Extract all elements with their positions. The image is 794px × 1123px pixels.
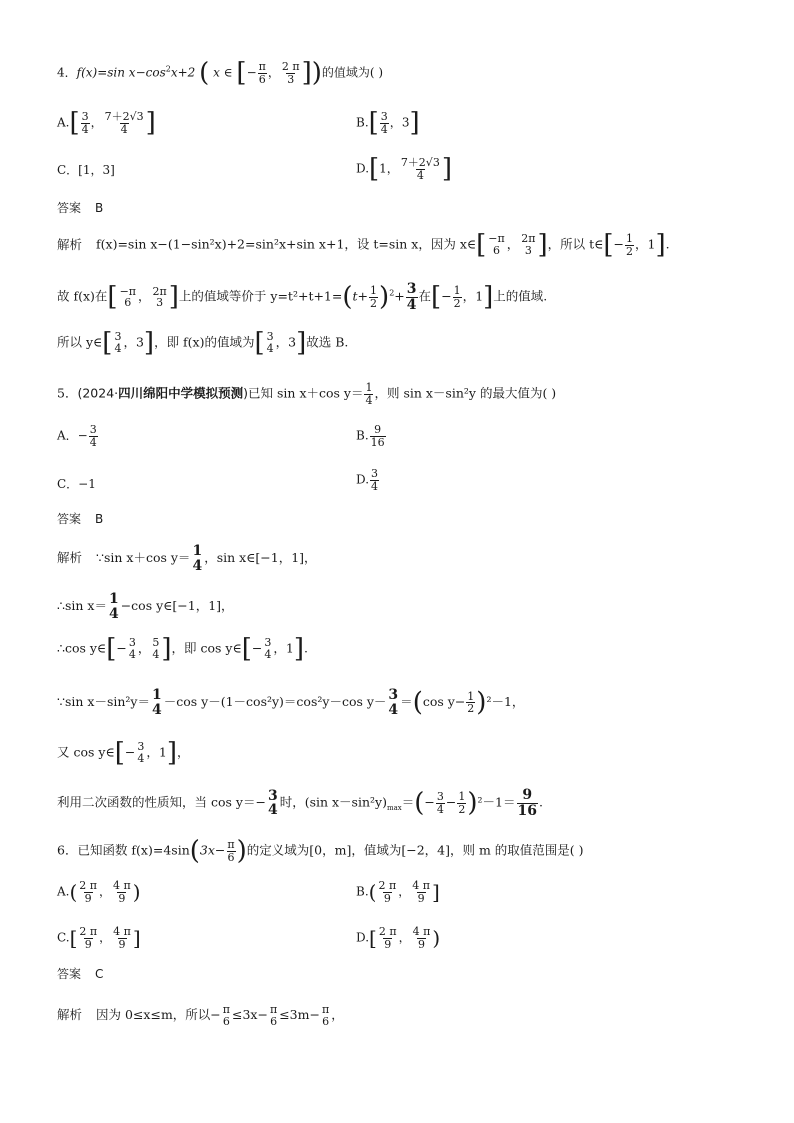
q5-option-a: A．− $\frac{3}{4}$ xyxy=(57,423,97,449)
q4-solution-line-3: 所以 y∈[ 3 4 ，3]，即 f(x)的值域为[ 3 4 ，3]故选 B. xyxy=(57,328,349,358)
q4-stem: 4．f(x)=sin $x-\cos^2x+2$ ( x ∈ [− $\frac{\pi}{6}$ ， $\frac{2 \pi}{3}$ ])的值域为( ) xyxy=(57,58,384,88)
q6-stem: 6．已知函数 f(x)=4sin(3x− $\frac{\pi}{6}$ )的定义域为[0，m]，值域为[−2，4]，则 m 的取值范围是( ) xyxy=(57,836,584,866)
q4-solution-line-1: 解析 f(x)=sin x−(1−sin²x)+2=sin²x+sin x+1，设 t=sin x，因为 x∈[ −π 6 ， 2π 3 ]，所以 t∈[− $\frac{1}{2}$ ，1]. xyxy=(57,230,670,260)
q6-option-d: D.[ $\frac{2 \pi}{9}$ ， $\frac{4 \pi}{9}$ ) xyxy=(356,925,441,951)
q4-solution-line-2: 故 f(x)在[ −π 6 ， 2π 3 ]上的值域等价于 y=t²+t+1=(t+ $\frac{1}{2}$ )$^2$+ $\frac{3}{4}$ 在[− $\frac{1}{2}$ ，1]上的值域. xyxy=(57,281,548,313)
q5-solution-line-6: 利用二次函数的性质知，当 cos y＝− 3 4 时，(sin $x-\sin^2y)_{max}=(-$ $\frac{3}{4}$ − $\frac{1}{2}$ )²－1＝ $\frac{9}{16}$ . xyxy=(57,787,543,819)
q5-answer: 答案 B xyxy=(57,512,104,526)
q4-option-d: D.[1， $\frac{7+2√3}{4}$ ] xyxy=(356,154,452,184)
q6-solution-line-1: 解析 因为 0≤x≤m，所以− π 6 ≤3x− π 6 ≤3m− π 6 ， xyxy=(57,1003,344,1028)
frac-pi-6: $\frac{\pi}{6}$ xyxy=(258,59,266,86)
q4-answer: 答案 B xyxy=(57,201,104,215)
q5-solution-line-3: ∴cos y∈[− 3 4 ， 5 4 ]，即 cos y∈[− 3 4 ，1]. xyxy=(57,634,308,664)
q4-option-c: C．[1，3] xyxy=(57,163,115,177)
q4-option-a: A.[ $\frac{3}{4}$ ， $\frac{7+2√3}{4}$ ] xyxy=(57,108,156,138)
q6-option-b: B.( $\frac{2 \pi}{9}$ ， $\frac{4 \pi}{9}$ ] xyxy=(356,879,440,905)
q5-solution-line-1: 解析 ∵sin x＋cos y＝ 1 4 ，sin x∈[−1，1]， xyxy=(57,543,317,574)
q5-option-d: D. $\frac{3}{4}$ xyxy=(356,467,379,493)
q4-option-b: B.[ $\frac{3}{4}$ ，3] xyxy=(356,108,420,138)
q6-option-c: C.[ $\frac{2 \pi}{9}$ ， $\frac{4 \pi}{9}$ ] xyxy=(57,925,141,951)
q5-option-c: C．−1 xyxy=(57,477,96,491)
q5-solution-line-4: ∵sin x－sin²y＝ 1 4 －cos y－(1－cos²y)＝cos²y－cos y－ 3 4 ＝(cos y− $\frac{1}{2}$ )²－1， xyxy=(57,687,525,718)
q5-stem: 5．(2024·四川绵阳中学模拟预测)已知 sin x＋cos y＝ $\frac{1}{4}$ ，则 sin x－sin²y 的最大值为( ) xyxy=(57,381,557,407)
q6-answer: 答案 C xyxy=(57,967,104,981)
q6-option-a: A.( $\frac{2 \pi}{9}$ ， $\frac{4 \pi}{9}$ ) xyxy=(57,879,141,905)
q5-solution-line-2: ∴sin x＝ 1 4 −cos y∈[−1，1]， xyxy=(57,591,234,622)
frac-2pi-3: $\frac{2 \pi}{3}$ xyxy=(281,59,300,86)
q5-solution-line-5: 又 cos y∈[− 3 4 ，1]， xyxy=(57,738,190,768)
q5-option-b: B. $\frac{9}{16}$ xyxy=(356,423,385,449)
